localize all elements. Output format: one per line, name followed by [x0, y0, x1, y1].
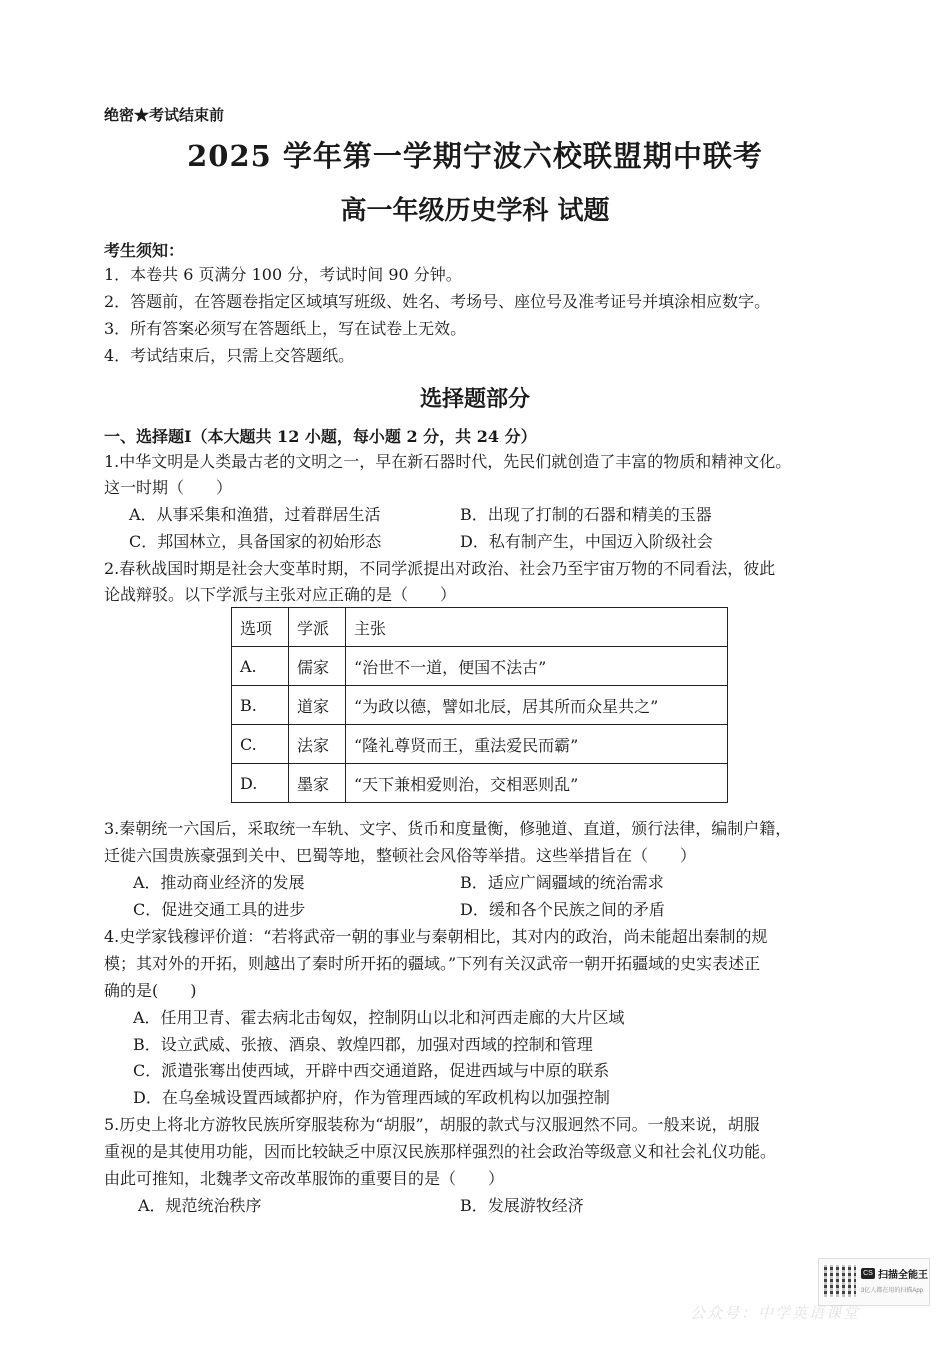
table-cell: “治世不一道，便国不法古” — [346, 647, 728, 686]
q4-option-b: B．设立武威、张掖、酒泉、敦煌四郡，加强对西域的控制和管理 — [133, 1035, 593, 1054]
camscanner-logo-icon: CS — [861, 1268, 875, 1279]
table-row — [232, 764, 728, 803]
q2-stem: 2.春秋战国时期是社会大变革时期，不同学派提出对政治、社会乃至宇宙万物的不同看法，彼此 — [104, 559, 776, 578]
q3-stem-cont: 迁徙六国贵族豪强到关中、巴蜀等地，整顿社会风俗等举措。这些举措旨在（ ） — [104, 846, 697, 865]
q1-option-a: A．从事采集和渔猎，过着群居生活 — [129, 505, 381, 524]
table-cell: “天下兼相爱则治，交相恶则乱” — [346, 764, 728, 803]
notice-item: 4．考试结束后，只需上交答题纸。 — [104, 346, 355, 365]
q4-stem: 4.史学家钱穆评价道：“若将武帝一朝的事业与秦朝相比，其对内的政治，尚未能超出秦制的规 — [104, 927, 768, 946]
table-header-cell: 主张 — [346, 608, 728, 647]
exam-title: 2025 学年第一学期宁波六校联盟期中联考 — [187, 139, 763, 173]
scanner-app-name: 扫描全能王 — [878, 1270, 928, 1281]
notice-heading: 考生须知： — [104, 241, 185, 260]
scanner-badge — [818, 1258, 930, 1306]
watermark: 公众号：中学英语课堂 — [690, 1304, 861, 1322]
table-header-cell: 选项 — [232, 608, 289, 647]
q5-option-a: A．规范统治秩序 — [138, 1196, 262, 1215]
notice-item: 2．答题前，在答题卷指定区域填写班级、姓名、考场号、座位号及准考证号并填涂相应数字。 — [104, 292, 771, 311]
table-row — [232, 686, 728, 725]
section-title: 选择题部分 — [419, 386, 530, 412]
table-row — [232, 647, 728, 686]
q4-option-a: A．任用卫青、霍去病北击匈奴，控制阴山以北和河西走廊的大片区域 — [133, 1008, 625, 1027]
q3-option-d: D．缓和各个民族之间的矛盾 — [460, 900, 665, 919]
q3-option-c: C．促进交通工具的进步 — [133, 900, 306, 919]
notice-item: 1．本卷共 6 页满分 100 分，考试时间 90 分钟。 — [104, 265, 462, 284]
q4-stem-cont: 模；其对外的开拓，则越出了秦时所开拓的疆域。”下列有关汉武帝一朝开拓疆域的史实表述正 — [104, 954, 761, 973]
q4-stem-cont: 确的是( ) — [104, 981, 197, 1000]
q2-stem-cont: 论战辩驳。以下学派与主张对应正确的是（ ） — [104, 585, 457, 604]
table-cell: 墨家 — [289, 764, 346, 803]
table-header-row — [232, 608, 728, 647]
table-cell: 儒家 — [289, 647, 346, 686]
table-cell: “隆礼尊贤而王，重法爱民而霸” — [346, 725, 728, 764]
q2-table — [231, 607, 728, 803]
notice-item: 3．所有答案必须写在答题纸上，写在试卷上无效。 — [104, 319, 467, 338]
q1-option-b: B．出现了打制的石器和精美的玉器 — [460, 505, 712, 524]
table-header-cell: 学派 — [289, 608, 346, 647]
q4-option-d: D．在乌垒城设置西域都护府，作为管理西域的军政机构以加强控制 — [133, 1088, 610, 1107]
q3-option-b: B．适应广阔疆域的统治需求 — [460, 873, 664, 892]
q5-stem: 5.历史上将北方游牧民族所穿服装称为“胡服”，胡服的款式与汉服迥然不同。一般来说，胡服 — [104, 1115, 760, 1134]
q4-option-c: C．派遣张骞出使西域，开辟中西交通道路，促进西域与中原的联系 — [133, 1061, 610, 1080]
table-row — [232, 725, 728, 764]
table-cell: A. — [232, 647, 289, 686]
table-cell: 法家 — [289, 725, 346, 764]
confidential-label: 绝密★考试结束前 — [104, 106, 225, 124]
q1-stem-cont: 这一时期（ ） — [104, 478, 233, 497]
qr-code-icon — [824, 1265, 856, 1297]
q5-stem-cont: 由此可推知，北魏孝文帝改革服饰的重要目的是（ ） — [104, 1169, 505, 1188]
exam-subtitle: 高一年级历史学科 试题 — [340, 196, 610, 226]
q1-option-d: D．私有制产生，中国迈入阶级社会 — [460, 532, 713, 551]
table-cell: D. — [232, 764, 289, 803]
table-cell: 道家 — [289, 686, 346, 725]
q1-option-c: C．邦国林立，具备国家的初始形态 — [129, 532, 382, 551]
table-cell: C. — [232, 725, 289, 764]
table-cell: B. — [232, 686, 289, 725]
q5-option-b: B．发展游牧经济 — [460, 1196, 584, 1215]
q1-stem: 1.中华文明是人类最古老的文明之一，早在新石器时代，先民们就创造了丰富的物质和精神文化。 — [104, 452, 792, 471]
part-title: 一、选择题Ⅰ（本大题共 12 小题，每小题 2 分，共 24 分） — [104, 427, 537, 446]
q3-option-a: A．推动商业经济的发展 — [133, 873, 305, 892]
q5-stem-cont: 重视的是其使用功能，因而比较缺乏中原汉民族那样强烈的社会政治等级意义和社会礼仪功能。 — [104, 1142, 777, 1161]
scanner-app-tagline: 3亿人都在用的扫描App — [861, 1288, 924, 1294]
q3-stem: 3.秦朝统一六国后，采取统一车轨、文字、货币和度量衡，修驰道、直道，颁行法律，编制户籍， — [104, 819, 792, 838]
table-cell: “为政以德，譬如北辰，居其所而众星共之” — [346, 686, 728, 725]
